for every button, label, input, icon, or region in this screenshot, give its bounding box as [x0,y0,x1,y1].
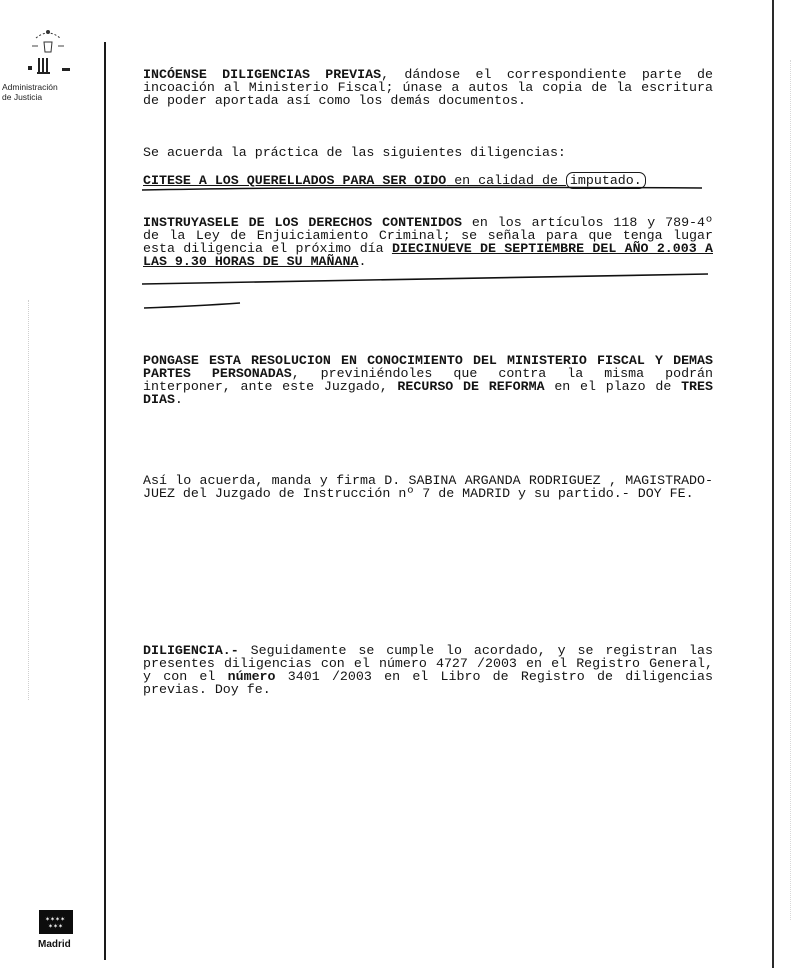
paragraph-pongase [143,354,713,406]
pen-underline-fecha [138,270,718,314]
crest-icon [18,18,78,82]
p5-text-3: . [174,392,183,407]
ministry-crest-logo [18,18,78,82]
p5-bold-1: PONGASE ESTA RESOLUCION EN CONOCIMIENTO DEL MINISTERIO FISCAL Y DEMAS PARTES PERSONADAS [143,353,713,381]
p4-bold-2: DIECINUEVE DE SEPTIEMBRE DEL AÑO 2.003 A LAS 9.30 HORAS DE SU MAÑANA [143,241,713,269]
p4-text-2: . [358,254,367,269]
p6-text: Así lo acuerda, manda y firma D. SABINA ARGANDA RODRIGUEZ , MAGISTRADO-JUEZ del Juzgado de Instrucción nº 7 de MADRID y su partido.- DOY FE. [143,473,713,501]
right-scan-noise [790,60,792,920]
paragraph-instruyasele [143,216,713,268]
p4-text-1: en los artículos 118 y 789-4º de la Ley de Enjuiciamiento Criminal; se señala para que tenga lugar esta diligencia el próximo día [143,215,713,256]
paragraph-acuerda [143,474,713,500]
right-margin-rule [772,0,774,968]
left-margin-rule [104,42,106,960]
p3-bold: CITESE A LOS QUERELLADOS PARA SER OIDO [143,173,447,188]
madrid-flag-logo [39,910,73,934]
madrid-stars-icon [39,910,73,934]
p7-text-2: 3401 /2003 en el Libro de Registro de diligencias previas. Doy fe. [143,669,713,697]
paragraph-practica [143,146,713,159]
p1-text: , dándose el correspondiente parte de incoación al Ministerio Fiscal; únase a autos la copia de la escritura de poder aportada así como los demás documentos. [143,67,713,108]
p2-text: Se acuerda la práctica de las siguientes diligencias: [143,145,566,160]
madrid-label: Madrid [38,939,71,950]
p7-text-1: Seguidamente se cumple lo acordado, y se registran las presentes diligencias con el número 4727 /2003 en el Registro General, y con el [143,643,713,684]
svg-text:✶✶✶: ✶✶✶ [48,923,64,930]
ministry-label-line-2: de Justicia [2,92,43,102]
margin-scan-noise [28,300,31,700]
pen-underline-citese [140,184,710,214]
p7-bold: DILIGENCIA.- [143,643,239,658]
p1-bold: INCÓENSE DILIGENCIAS PREVIAS [143,67,382,82]
p5-text-1: , previniéndoles que contra la misma podrán interponer, ante este Juzgado, [143,366,713,394]
p5-bold-3: TRES DIAS [143,379,713,407]
p5-text-2: en el plazo de [544,379,682,394]
p7-bold-2: número [227,669,276,684]
p5-bold-2: RECURSO DE REFORMA [397,379,545,394]
p3-circled-word: imputado. [566,172,646,189]
ministry-label-line-1: Administración [2,82,58,92]
p3-text: en calidad de [446,173,566,188]
paragraph-diligencia [143,644,713,696]
paragraph-incoacion [143,68,713,107]
ministry-label [2,82,92,102]
p4-bold-1: INSTRUYASELE DE LOS DERECHOS CONTENIDOS [143,215,462,230]
svg-text:✶✶✶✶: ✶✶✶✶ [45,916,66,923]
